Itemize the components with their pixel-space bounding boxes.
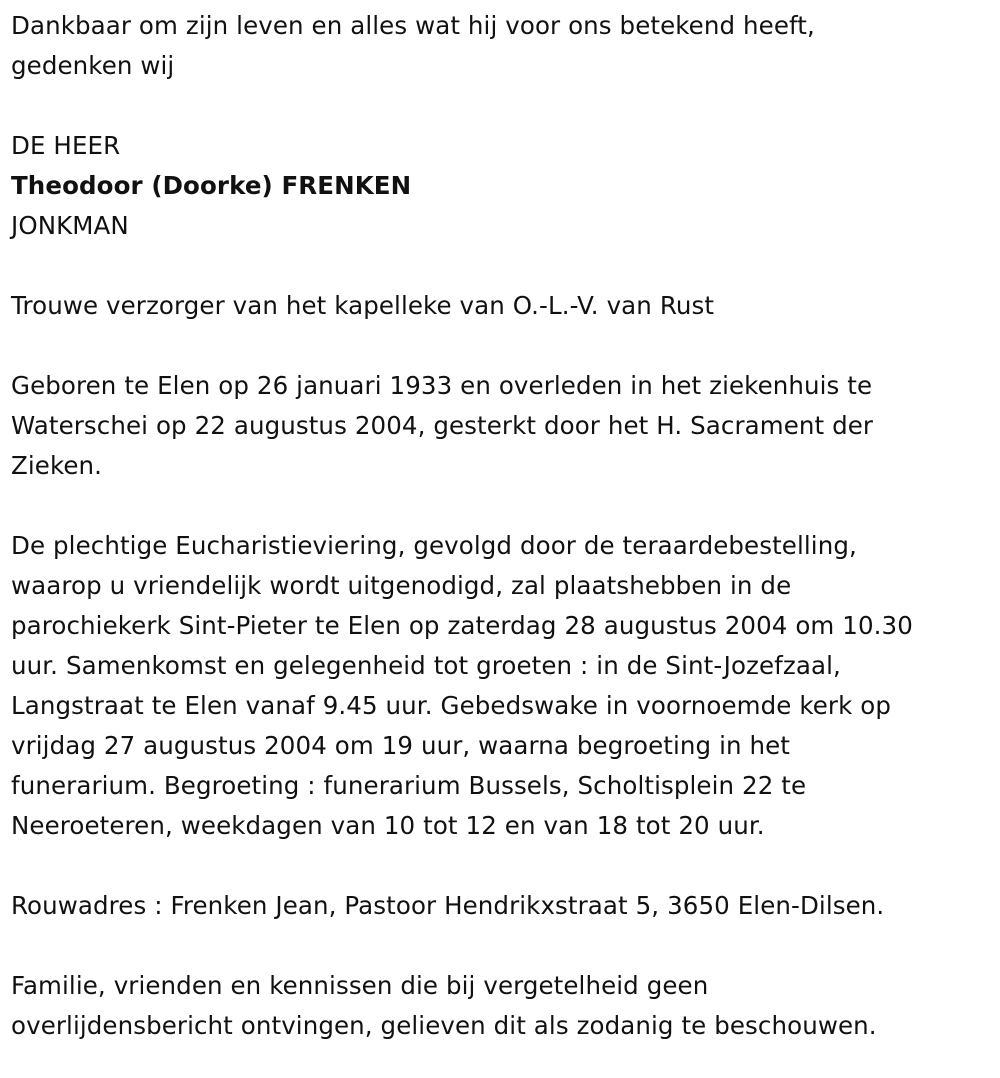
obituary-notice (11, 6, 991, 1046)
closing-line: Familie, vrienden en kennissen die bij vergetelheid geen (11, 971, 709, 1000)
deceased-status: JONKMAN (11, 211, 129, 240)
address-line: Rouwadres : Frenken Jean, Pastoor Hendrikxstraat 5, 3650 Elen-Dilsen. (11, 891, 885, 920)
deceased-title: DE HEER (11, 131, 121, 160)
ceremony-line: waarop u vriendelijk wordt uitgenodigd, zal plaatshebben in de (11, 571, 792, 600)
intro-line: gedenken wij (11, 51, 175, 80)
paragraph-spacer (11, 86, 991, 126)
closing-line: overlijdensbericht ontvingen, gelieven dit als zodanig te beschouwen. (11, 1011, 877, 1040)
ceremony-line: Langstraat te Elen vanaf 9.45 uur. Gebedswake in voornoemde kerk op (11, 691, 892, 720)
ceremony-line: uur. Samenkomst en gelegenheid tot groeten : in de Sint-Jozefzaal, (11, 651, 841, 680)
deceased-name: Theodoor (Doorke) FRENKEN (11, 171, 412, 200)
deceased-block (11, 126, 991, 246)
address-paragraph (11, 886, 991, 926)
birth-death-paragraph (11, 366, 991, 486)
birth-death-line: Waterschei op 22 augustus 2004, gesterkt door het H. Sacrament der (11, 411, 874, 440)
birth-death-line: Geboren te Elen op 26 januari 1933 en overleden in het ziekenhuis te (11, 371, 873, 400)
ceremony-line: parochiekerk Sint-Pieter te Elen op zaterdag 28 augustus 2004 om 10.30 (11, 611, 913, 640)
tribute-line: Trouwe verzorger van het kapelleke van O.-L.-V. van Rust (11, 291, 715, 320)
ceremony-line: Neeroeteren, weekdagen van 10 tot 12 en van 18 tot 20 uur. (11, 811, 765, 840)
ceremony-paragraph (11, 526, 991, 846)
paragraph-spacer (11, 926, 991, 966)
ceremony-line: vrijdag 27 augustus 2004 om 19 uur, waarna begroeting in het (11, 731, 790, 760)
birth-death-line: Zieken. (11, 451, 103, 480)
intro-line: Dankbaar om zijn leven en alles wat hij voor ons betekend heeft, (11, 11, 815, 40)
tribute-paragraph (11, 286, 991, 326)
ceremony-line: De plechtige Eucharistieviering, gevolgd door de teraardebestelling, (11, 531, 857, 560)
paragraph-spacer (11, 326, 991, 366)
closing-paragraph (11, 966, 991, 1046)
paragraph-spacer (11, 486, 991, 526)
paragraph-spacer (11, 846, 991, 886)
ceremony-line: funerarium. Begroeting : funerarium Bussels, Scholtisplein 22 te (11, 771, 807, 800)
intro-paragraph (11, 6, 991, 86)
paragraph-spacer (11, 246, 991, 286)
